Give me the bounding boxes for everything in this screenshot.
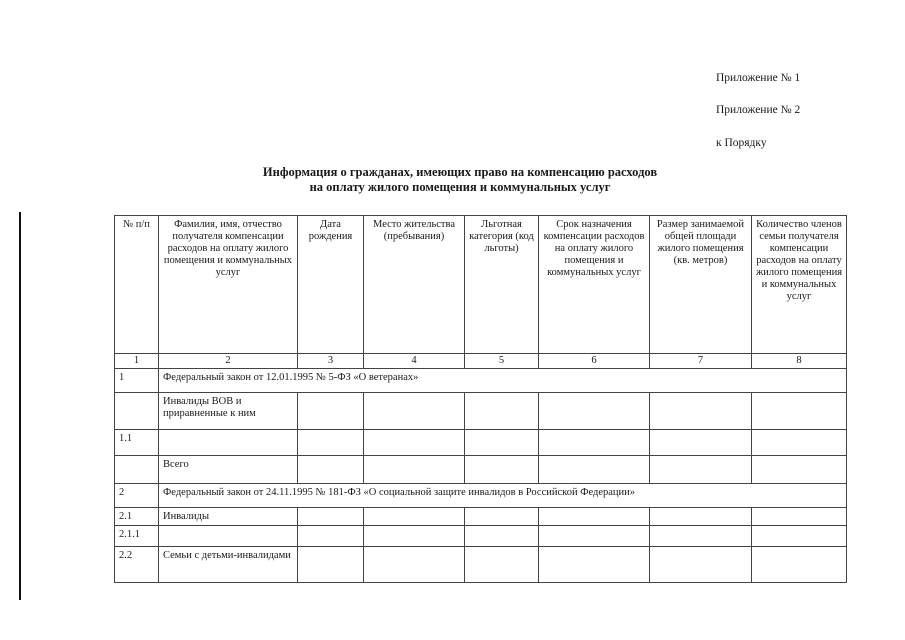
column-number: 6 (539, 354, 650, 369)
empty-cell (364, 526, 465, 547)
empty-cell (650, 393, 752, 430)
empty-cell (465, 526, 539, 547)
empty-cell (650, 526, 752, 547)
empty-cell (539, 393, 650, 430)
empty-cell (650, 508, 752, 526)
empty-cell (539, 430, 650, 456)
empty-cell (465, 430, 539, 456)
column-number: 1 (115, 354, 159, 369)
column-number: 8 (752, 354, 847, 369)
document-title (180, 165, 740, 195)
empty-cell (364, 430, 465, 456)
law-title: Федеральный закон от 24.11.1995 № 181-ФЗ «О социальной защите инвалидов в Российской Федерации» (159, 484, 847, 508)
table-row (115, 508, 847, 526)
row-label (159, 526, 298, 547)
annex-label-2: Приложение № 2 (716, 104, 801, 116)
citizens-info-table (114, 215, 847, 583)
row-label (159, 430, 298, 456)
empty-cell (650, 547, 752, 583)
title-line-1: Информация о гражданах, имеющих право на компенсацию расходов (262, 165, 658, 179)
empty-cell (298, 430, 364, 456)
row-number: 2.2 (115, 547, 159, 583)
row-number (115, 456, 159, 484)
row-number: 1.1 (115, 430, 159, 456)
row-label: Инвалиды (159, 508, 298, 526)
empty-cell (539, 547, 650, 583)
header-cell-name: Фамилия, имя, отчество получателя компенсации расходов на оплату жилого помещения и коммунальных услуг (159, 216, 298, 354)
empty-cell (752, 547, 847, 583)
row-number (115, 393, 159, 430)
header-cell-num: № п/п (115, 216, 159, 354)
empty-cell (752, 508, 847, 526)
empty-cell (539, 526, 650, 547)
row-label: Инвалиды ВОВ и приравненные к ним (159, 393, 298, 430)
table-row (115, 393, 847, 430)
empty-cell (298, 393, 364, 430)
empty-cell (752, 456, 847, 484)
header-cell-area: Размер занимаемой общей площади жилого помещения (кв. метров) (650, 216, 752, 354)
row-number: 2.1 (115, 508, 159, 526)
column-number: 5 (465, 354, 539, 369)
column-number: 2 (159, 354, 298, 369)
empty-cell (298, 508, 364, 526)
empty-cell (364, 547, 465, 583)
header-cell-birthdate: Дата рождения (298, 216, 364, 354)
header-cell-residence: Место жительства (пребывания) (364, 216, 465, 354)
table-row (115, 526, 847, 547)
column-number: 4 (364, 354, 465, 369)
scan-edge-mark (19, 212, 21, 600)
row-number: 2 (115, 484, 159, 508)
table-row (115, 456, 847, 484)
empty-cell (364, 393, 465, 430)
header-cell-category: Льготная категория (код льготы) (465, 216, 539, 354)
column-number-row (115, 354, 847, 369)
header-row (115, 216, 847, 354)
empty-cell (298, 547, 364, 583)
empty-cell (465, 547, 539, 583)
header-cell-family: Количество членов семьи получателя компенсации расходов на оплату жилого помещения и коммунальных услуг (752, 216, 847, 354)
empty-cell (465, 508, 539, 526)
empty-cell (539, 456, 650, 484)
empty-cell (752, 526, 847, 547)
empty-cell (539, 508, 650, 526)
table-row (115, 430, 847, 456)
row-number: 1 (115, 369, 159, 393)
row-number: 2.1.1 (115, 526, 159, 547)
empty-cell (364, 456, 465, 484)
table-row (115, 547, 847, 583)
empty-cell (465, 393, 539, 430)
title-line-2: на оплату жилого помещения и коммунальных услуг (309, 180, 611, 194)
empty-cell (752, 430, 847, 456)
law-title: Федеральный закон от 12.01.1995 № 5-ФЗ «О ветеранах» (159, 369, 847, 393)
column-number: 7 (650, 354, 752, 369)
row-label: Семьи с детьми-инвалидами (159, 547, 298, 583)
column-number: 3 (298, 354, 364, 369)
empty-cell (465, 456, 539, 484)
empty-cell (752, 393, 847, 430)
header-cell-term: Срок назначения компенсации расходов на оплату жилого помещения и коммунальных услуг (539, 216, 650, 354)
row-label: Всего (159, 456, 298, 484)
empty-cell (364, 508, 465, 526)
annex-label-order: к Порядку (716, 137, 767, 149)
law-section-row (115, 484, 847, 508)
empty-cell (298, 526, 364, 547)
empty-cell (298, 456, 364, 484)
law-section-row (115, 369, 847, 393)
empty-cell (650, 430, 752, 456)
empty-cell (650, 456, 752, 484)
annex-label-1: Приложение № 1 (716, 72, 801, 84)
